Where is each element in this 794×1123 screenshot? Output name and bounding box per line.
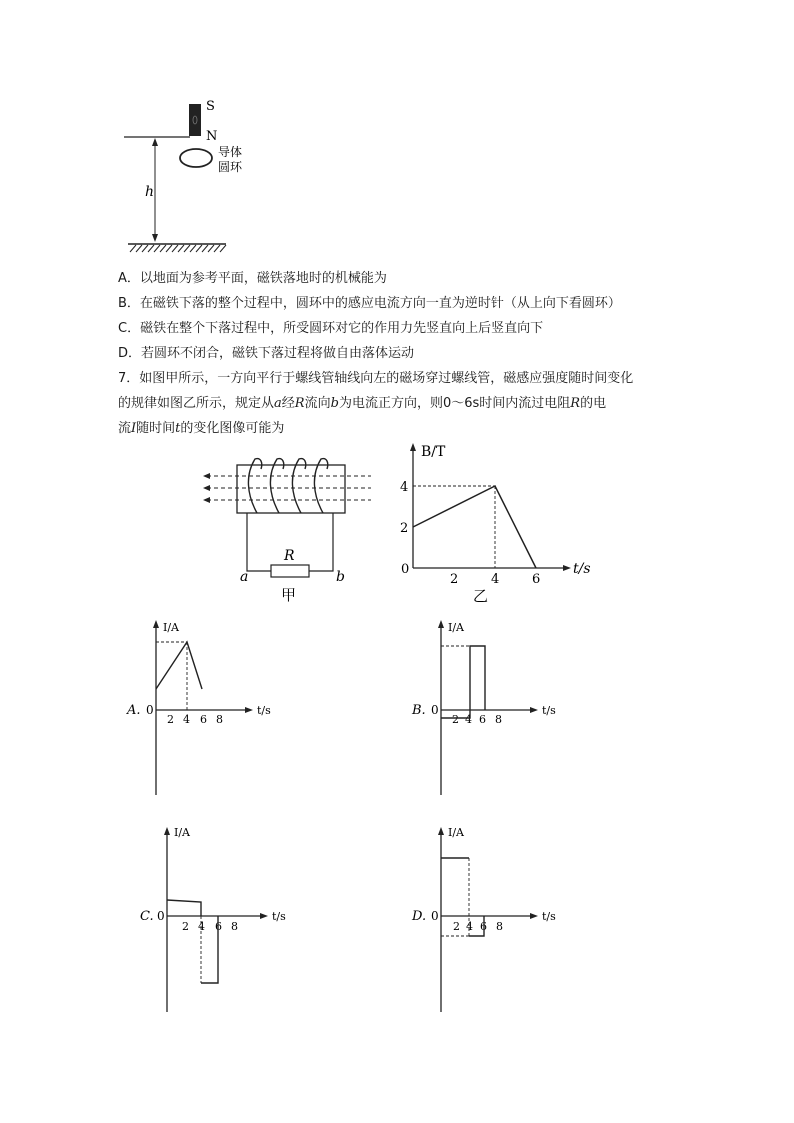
graph-d-label: D. — [412, 909, 427, 924]
graph-d-xlabel: t/s — [542, 910, 556, 923]
graph-b-trace — [441, 646, 485, 718]
caption-jia: 甲 — [281, 586, 297, 604]
b-t-x-tick-label: 6 — [532, 572, 541, 587]
ring-label-1: 导体 — [218, 145, 243, 159]
resistor — [271, 565, 309, 577]
option-a-q6: A．以地面为参考平面，磁铁落地时的机械能为 — [118, 271, 387, 286]
svg-text:8: 8 — [496, 920, 503, 933]
svg-text:2: 2 — [452, 713, 459, 726]
svg-text:4: 4 — [465, 713, 472, 726]
pole-n-label: N — [206, 129, 218, 144]
svg-text:4: 4 — [198, 920, 205, 933]
b-t-series-line — [413, 486, 536, 568]
svg-text:4: 4 — [183, 713, 190, 726]
option-graph-a — [125, 615, 305, 800]
graph-a-ylabel: I/A — [163, 621, 179, 634]
graph-d-ylabel: I/A — [448, 826, 464, 839]
pole-s-label: S — [206, 99, 215, 114]
magnet-ring-figure — [118, 96, 358, 261]
option-graph-d — [410, 822, 590, 1017]
b-t-y-tick-label: 4 — [400, 480, 409, 495]
graph-a-trace — [156, 642, 202, 689]
svg-text:8: 8 — [495, 713, 502, 726]
caption-yi: 乙 — [473, 587, 489, 605]
resistor-label: R — [284, 548, 295, 564]
solenoid-circuit-figure — [195, 455, 385, 605]
option-b-q6: B．在磁铁下落的整个过程中，圆环中的感应电流方向一直为逆时针（从上向下看圆环） — [118, 296, 621, 311]
graph-a-label: A. — [127, 703, 141, 718]
q7-line-2: 的规律如图乙所示，规定从a经R流向b为电流正方向，则0～6s时间内流过电阻R的电 — [118, 396, 607, 411]
terminal-a: a — [240, 569, 249, 585]
graph-c-ylabel: I/A — [174, 826, 190, 839]
ring-label-2: 圆环 — [218, 160, 243, 174]
option-c-q6: C．磁铁在整个下落过程中，所受圆环对它的作用力先竖直向上后竖直向下 — [118, 321, 544, 336]
b-t-ylabel: B/T — [421, 444, 446, 460]
option-d-q6: D．若圆环不闭合，磁铁下落过程将做自由落体运动 — [118, 346, 415, 361]
graph-c-origin: 0 — [157, 909, 165, 923]
option-graph-b — [410, 615, 590, 800]
b-t-origin: 0 — [401, 562, 410, 577]
graph-a-origin: 0 — [146, 703, 154, 717]
graph-b-label: B. — [412, 703, 426, 718]
q7-line-3: 流I随时间t的变化图像可能为 — [118, 421, 285, 436]
svg-text:8: 8 — [231, 920, 238, 933]
svg-text:6: 6 — [479, 713, 486, 726]
b-t-x-tick-label: 2 — [450, 572, 459, 587]
svg-text:4: 4 — [466, 920, 473, 933]
conducting-ring — [180, 149, 212, 167]
graph-c-xlabel: t/s — [272, 910, 286, 923]
graph-a-xlabel: t/s — [257, 704, 271, 717]
q7-line-1: 7．如图甲所示，一方向平行于螺线管轴线向左的磁场穿过螺线管，磁感应强度随时间变化 — [118, 371, 634, 386]
b-t-y-tick-label: 2 — [400, 521, 409, 536]
graph-b-ylabel: I/A — [448, 621, 464, 634]
bar-magnet — [189, 104, 201, 136]
graph-b-xlabel: t/s — [542, 704, 556, 717]
svg-text:2: 2 — [453, 920, 460, 933]
option-graph-c — [140, 822, 320, 1017]
terminal-b: b — [336, 569, 345, 585]
svg-text:6: 6 — [215, 920, 222, 933]
height-label: h — [145, 184, 155, 200]
graph-c-trace — [167, 900, 201, 916]
graph-b-origin: 0 — [431, 703, 439, 717]
svg-text:8: 8 — [216, 713, 223, 726]
b-t-x-tick-label: 4 — [491, 572, 500, 587]
b-t-chart — [395, 440, 605, 605]
graph-c-label: C. — [140, 909, 154, 924]
svg-text:6: 6 — [200, 713, 207, 726]
svg-text:6: 6 — [480, 920, 487, 933]
b-t-xlabel: t/s — [573, 561, 591, 577]
svg-text:2: 2 — [182, 920, 189, 933]
graph-d-origin: 0 — [431, 909, 439, 923]
svg-text:2: 2 — [167, 713, 174, 726]
